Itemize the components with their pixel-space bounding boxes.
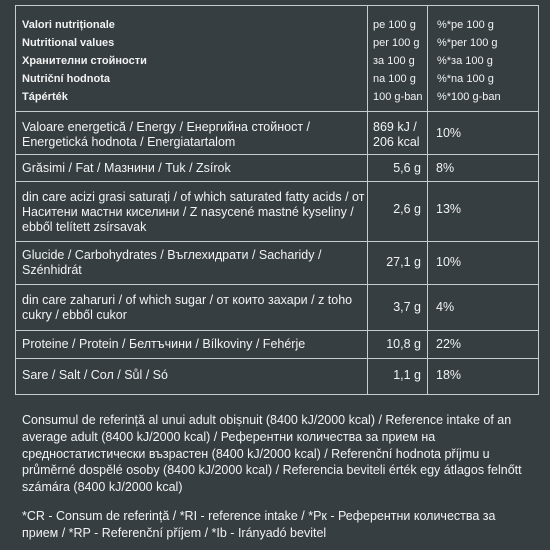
row-percent: 10% — [436, 126, 462, 140]
row-value-line: 869 kJ / — [373, 120, 417, 134]
header-per100-item: pe 100 g — [373, 19, 416, 31]
header-percent-item: %*pe 100 g — [437, 19, 494, 31]
row-value: 10,8 g — [368, 331, 428, 358]
reference-intake-note — [22, 412, 542, 496]
row-value: 27,1 g — [368, 242, 428, 284]
header-per100 — [368, 6, 428, 111]
row-name-line: Energetická hodnota / Energiatartalom — [22, 135, 236, 149]
reference-line: számára (8400 kJ/2000 kcal) — [22, 480, 183, 495]
header-label: Valori nutriționale — [22, 19, 115, 31]
reference-line: средностатистически възрастен (8400 kJ/2000 kcal) / Referenční hodnota příjmu u — [22, 446, 490, 461]
row-name: Sare / Salt / Сол / Sůl / Só — [16, 359, 368, 394]
header-percent-item: %*100 g-ban — [437, 91, 501, 103]
header-percent-item: %*за 100 g — [437, 55, 493, 67]
header-percent-item: %*per 100 g — [437, 37, 498, 49]
row-name: Proteine / Protein / Белтъчини / Bílkoviny / Fehérje — [16, 331, 368, 358]
row-name-line: Наситени мастни киселини / Z nasycené mastné kyseliny / — [22, 205, 354, 219]
header-percent-item: %*na 100 g — [437, 73, 494, 85]
row-value: 2,6 g — [368, 182, 428, 241]
header-per100-item: na 100 g — [373, 73, 416, 85]
header-label: Хранителни стойности — [22, 55, 147, 67]
row-value: 3,7 g — [368, 285, 428, 330]
table-header — [16, 6, 538, 112]
row-name-line: Glucide / Carbohydrates / Въглехидрати / Sacharidy / — [22, 248, 322, 262]
row-value-line: 206 kcal — [373, 135, 420, 149]
table-row-saturated-fat — [16, 182, 538, 242]
row-name-line: Szénhidrát — [22, 263, 82, 277]
reference-line: průměrné dospělé osoby (8400 kJ/2000 kcal) / Referencia beviteli érték egy átlagos felnőtt — [22, 463, 522, 478]
row-percent: 18% — [436, 368, 462, 382]
table-row-salt — [16, 359, 538, 394]
header-labels — [16, 6, 368, 111]
row-name — [16, 112, 368, 154]
row-name — [16, 285, 368, 330]
row-percent: 4% — [436, 300, 455, 314]
header-label: Nutriční hodnota — [22, 73, 110, 85]
table-row-protein — [16, 331, 538, 359]
row-percent: 22% — [436, 337, 462, 351]
row-name-line: Valoare energetică / Energy / Енергийна стойност / — [22, 120, 310, 134]
nutrition-table — [15, 5, 539, 395]
reference-line: average adult (8400 kJ/2000 kcal) / Референтни количества за прием на — [22, 429, 436, 444]
row-name — [16, 242, 368, 284]
footnote-line: *CR - Consum de referință / *RI - reference intake / *Рк - Референтни количества за — [22, 509, 496, 523]
header-per100-item: за 100 g — [373, 55, 415, 67]
header-percent — [428, 6, 538, 111]
row-name-line: ebből telített zsírsavak — [22, 220, 147, 234]
row-name: Grăsimi / Fat / Мазнини / Tuk / Zsírok — [16, 155, 368, 181]
row-percent: 10% — [436, 255, 462, 269]
table-row-energy — [16, 112, 538, 155]
row-name-line: din care acizi grasi saturați / of which saturated fatty acids / от — [22, 190, 365, 204]
row-percent: 13% — [436, 202, 462, 216]
row-name-line: cukry / ebből cukor — [22, 308, 127, 322]
row-name — [16, 182, 368, 241]
row-name-line: din care zaharuri / of which sugar / от които захари / z toho — [22, 293, 353, 307]
footnote-line: прием / *RP - Referenční příjem / *Ib - Irányadó bevitel — [22, 525, 327, 540]
row-value: 5,6 g — [368, 155, 428, 181]
table-row-sugar — [16, 285, 538, 331]
reference-line: Consumul de referință al unui adult obișnuit (8400 kJ/2000 kcal) / Reference intake of an — [22, 413, 512, 427]
header-per100-item: per 100 g — [373, 37, 420, 49]
table-row-carbohydrates — [16, 242, 538, 285]
header-per100-item: 100 g-ban — [373, 91, 423, 103]
header-label: Nutritional values — [22, 37, 115, 49]
table-row-fat — [16, 155, 538, 182]
row-value — [368, 112, 428, 154]
abbreviation-footnote — [22, 508, 542, 542]
row-percent: 8% — [436, 161, 455, 175]
row-value: 1,1 g — [368, 359, 428, 394]
header-label: Tápérték — [22, 91, 68, 103]
